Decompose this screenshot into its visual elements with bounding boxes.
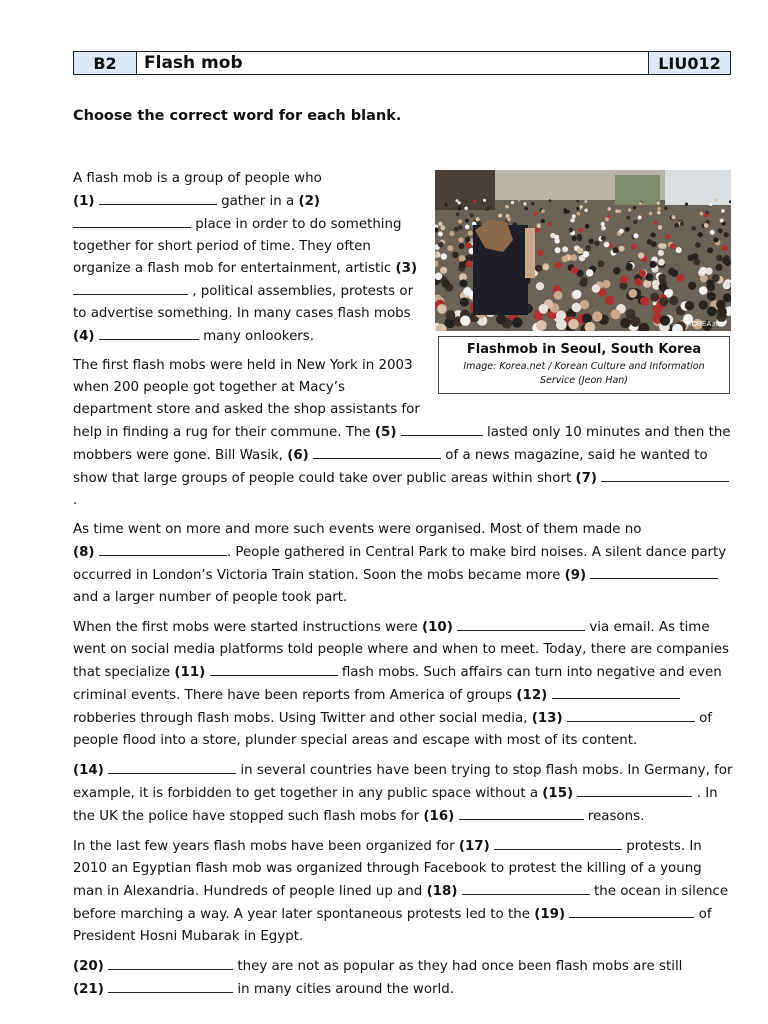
level-badge: B2 — [74, 52, 137, 74]
worksheet-title: Flash mob — [144, 53, 243, 73]
paragraph-7: (20) they are not as popular as they had once been flash mobs are still (21) in many cities around the world. — [73, 955, 733, 1001]
worksheet-header — [73, 51, 731, 75]
blank-7[interactable] — [601, 467, 729, 482]
blank-10[interactable] — [457, 616, 585, 631]
blank-9[interactable] — [590, 564, 718, 579]
paragraph-5: (14) in several countries have been trying to stop flash mobs. In Germany, for example, it is forbidden to get together in any public space without a (15) . In the UK the police have stopped such flash mobs for (16) reasons. — [73, 759, 733, 828]
worksheet-code: LIU012 — [648, 52, 730, 74]
blank-16[interactable] — [459, 805, 584, 820]
caption-title: Flashmob in Seoul, South Korea — [466, 342, 702, 357]
blank-15[interactable] — [577, 782, 692, 797]
blank-20[interactable] — [108, 955, 233, 970]
blank-14[interactable] — [108, 759, 236, 774]
blank-3[interactable] — [73, 280, 188, 295]
article-body — [73, 168, 733, 1008]
paragraph-6: In the last few years flash mobs have been organized for (17) protests. In 2010 an Egyptian flash mob was organized through Facebook to protest the killing of a young man in Alexandria. Hundreds of people lined up and (18) the ocean in silence before marching a way. A year later spontaneous protests led to the (19) of President Hosni Mubarak in Egypt. — [73, 835, 733, 948]
blank-1[interactable] — [99, 190, 217, 205]
blank-12[interactable] — [552, 684, 680, 699]
blank-21[interactable] — [108, 978, 233, 993]
blank-17[interactable] — [494, 835, 622, 850]
blank-5[interactable] — [401, 421, 483, 436]
caption-credit: Image: Korea.net / Korean Culture and Information Service (Jeon Han) — [463, 361, 705, 386]
blank-6[interactable] — [313, 444, 441, 459]
blank-13[interactable] — [567, 707, 695, 722]
blank-11[interactable] — [210, 661, 338, 676]
blank-4[interactable] — [99, 325, 199, 340]
instruction-text: Choose the correct word for each blank. — [73, 108, 402, 124]
paragraph-4: When the first mobs were started instructions were (10) via email. As time went on social media platforms told people where and when to meet. Today, there are companies that specialize (11) flash mobs. Such affairs can turn into negative and even criminal events. There have been reports from America of groups (12) robberies through flash mobs. Using Twitter and other social media, (13) of people flood into a store, plunder special areas and escape with most of its content. — [73, 616, 733, 752]
paragraph-1: A flash mob is a group of people who (1) gather in a (2) place in order to do something together for short period of time. They often organize a flash mob for entertainment, artistic (3) , political assemblies, protests or to advertise something. In many cases flash mobs (4) many onlookers. — [73, 171, 418, 344]
paragraph-3: As time went on more and more such events were organised. Most of them made no (8) . People gathered in Central Park to make bird noises. A silent dance party occurred in London’s Victoria Train station. Soon the mobs became more (9) and a larger number of people took part. — [73, 522, 727, 605]
blank-8[interactable] — [99, 541, 227, 556]
blank-2[interactable] — [73, 213, 191, 228]
blank-19[interactable] — [569, 903, 694, 918]
paragraph-2: The first flash mobs were held in New York in 2003 when 200 people got together at Macy’s department store and asked the shop assistants for help in finding a rug for their commune. The (5) lasted only 10 minutes and then the mobbers were gone. Bill Wasik, (6) of a news magazine, said he wanted to show that large groups of people could take over public areas within short (7) . — [73, 358, 731, 508]
blank-18[interactable] — [462, 880, 590, 895]
photo-watermark: KOREA.net — [686, 321, 723, 328]
